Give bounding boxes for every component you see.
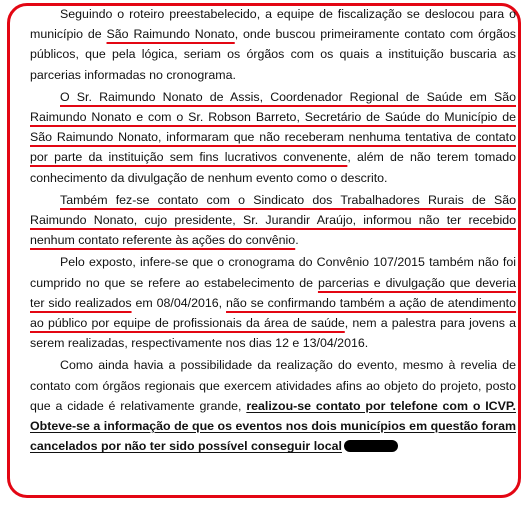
paragraph: [30, 355, 516, 456]
text-segment: Como ainda havia a possibilidade da realização do evento, mesmo à revelia de contato com órgãos regionais que exercem atividades afins ao objeto do projeto, posto que a cidade é relativamente grande,: [30, 358, 516, 413]
redaction-block: [344, 440, 398, 452]
highlighted-text: Também fez-se contato com o Sindicato dos Trabalhadores Rurais de São Raimundo Nonato, cujo presidente, Sr. Jurandir Araújo, informou não ter recebido nenhum contato referente às ações do convênio: [30, 192, 516, 248]
text-segment: .: [295, 233, 299, 248]
paragraph: [30, 4, 516, 85]
highlighted-text: não se confirmando também a ação de atendimento ao público por equipe de profissionais da área de saúde: [30, 295, 517, 331]
text-segment: , nem a palestra para jovens a serem realizadas, respectivamente nos dias 12 e 13/04/2016.: [30, 316, 517, 351]
highlighted-text: O Sr. Raimundo Nonato de Assis, Coordenador Regional de Saúde em São Raimundo Nonato e com o Sr. Robson Barreto, Secretário de Saúde do Município de São Raimundo Nonato, informaram que não receberam nenhuma tentativa de contato por parte da instituição sem fins lucrativos convenente: [30, 89, 516, 165]
highlighted-text: São Raimundo Nonato: [106, 27, 235, 42]
text-segment: Pelo exposto, infere-se que o cronograma do Convênio 107/2015 também não foi cumprido no que se refere ao estabelecimento de: [30, 255, 516, 290]
highlighted-text: parcerias e divulgação que deveria ter sido realizados: [30, 275, 516, 310]
text-segment: , onde buscou primeiramente contato com órgãos públicos, que pela lógica, seriam os órgãos com os quais a instituição buscaria as parcerias informadas no cronograma.: [30, 27, 516, 82]
text-segment: , além de não terem tomado conhecimento da divulgação de nenhum evento como o descrito.: [30, 150, 516, 185]
text-segment: em 08/04/2016,: [131, 295, 227, 310]
document-body: [30, 4, 516, 458]
emphasized-text: realizou-se contato por telefone com o ICVP.: [246, 398, 516, 413]
emphasized-text: Obteve-se a informação de que os eventos nos dois municípios em questão foram cancelados por não ter sido possível conseguir local: [30, 419, 516, 454]
paragraph: [30, 190, 516, 251]
text-segment: Seguindo o roteiro preestabelecido, a equipe de fiscalização se deslocou para o município de: [30, 7, 516, 42]
paragraph: [30, 252, 516, 353]
paragraph: [30, 87, 516, 188]
